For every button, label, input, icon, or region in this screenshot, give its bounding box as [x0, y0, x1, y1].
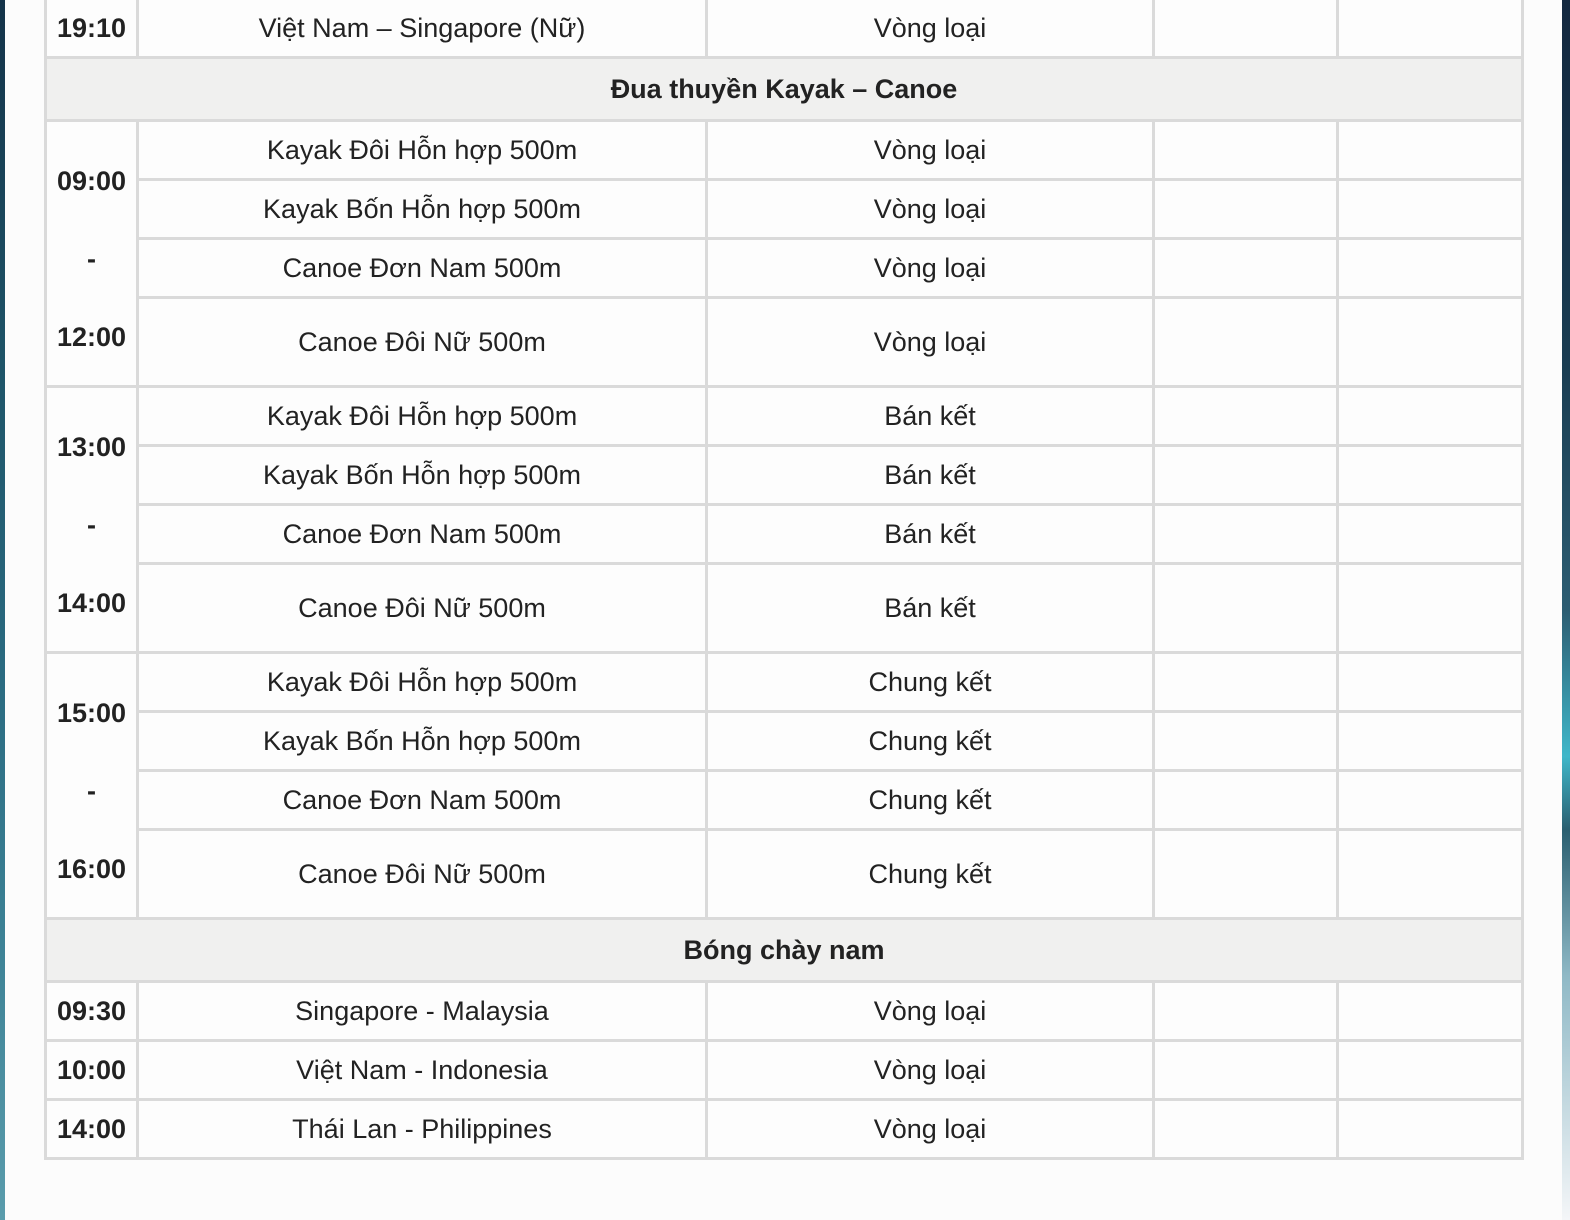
round-cell: Vòng loại	[707, 0, 1154, 58]
empty-cell	[1338, 0, 1523, 58]
empty-cell	[1338, 1041, 1523, 1100]
empty-cell	[1154, 0, 1338, 58]
round-cell: Vòng loại	[707, 982, 1154, 1041]
empty-cell	[1154, 446, 1338, 505]
table-row	[46, 982, 1523, 1041]
round-cell: Bán kết	[707, 446, 1154, 505]
empty-cell	[1154, 239, 1338, 298]
round-cell: Chung kết	[707, 830, 1154, 919]
empty-cell	[1338, 830, 1523, 919]
event-cell: Kayak Bốn Hỗn hợp 500m	[138, 180, 707, 239]
round-cell: Vòng loại	[707, 298, 1154, 387]
event-cell: Singapore - Malaysia	[138, 982, 707, 1041]
table-row	[46, 180, 1523, 239]
empty-cell	[1154, 180, 1338, 239]
time-end: 12:00	[56, 322, 127, 352]
section-header-row	[46, 919, 1523, 982]
event-cell: Kayak Đôi Hỗn hợp 500m	[138, 387, 707, 446]
empty-cell	[1154, 712, 1338, 771]
empty-cell	[1338, 298, 1523, 387]
table-row	[46, 771, 1523, 830]
round-cell: Bán kết	[707, 505, 1154, 564]
empty-cell	[1338, 180, 1523, 239]
table-row	[46, 387, 1523, 446]
empty-cell	[1338, 653, 1523, 712]
empty-cell	[1338, 505, 1523, 564]
time-range-cell	[46, 121, 138, 387]
section-title: Bóng chày nam	[46, 919, 1523, 982]
round-cell: Chung kết	[707, 771, 1154, 830]
round-cell: Vòng loại	[707, 1041, 1154, 1100]
round-cell: Chung kết	[707, 653, 1154, 712]
time-start: 13:00	[56, 432, 127, 462]
time-end: 14:00	[56, 588, 127, 618]
empty-cell	[1338, 387, 1523, 446]
empty-cell	[1154, 505, 1338, 564]
time-range-cell	[46, 653, 138, 919]
time-separator: -	[87, 510, 96, 540]
table-row	[46, 0, 1523, 58]
empty-cell	[1154, 1100, 1338, 1159]
event-cell: Canoe Đôi Nữ 500m	[138, 298, 707, 387]
round-cell: Chung kết	[707, 712, 1154, 771]
table-row	[46, 298, 1523, 387]
empty-cell	[1338, 239, 1523, 298]
round-cell: Vòng loại	[707, 239, 1154, 298]
time-separator: -	[87, 776, 96, 806]
event-cell: Canoe Đơn Nam 500m	[138, 505, 707, 564]
empty-cell	[1154, 653, 1338, 712]
table-row	[46, 121, 1523, 180]
event-cell: Kayak Bốn Hỗn hợp 500m	[138, 712, 707, 771]
article-content	[5, 0, 1562, 1220]
time-cell: 09:30	[46, 982, 138, 1041]
empty-cell	[1338, 564, 1523, 653]
time-start: 15:00	[56, 698, 127, 728]
event-cell: Canoe Đơn Nam 500m	[138, 771, 707, 830]
competition-schedule-table	[44, 0, 1524, 1160]
table-row	[46, 830, 1523, 919]
table-row	[46, 564, 1523, 653]
empty-cell	[1154, 1041, 1338, 1100]
event-cell: Thái Lan - Philippines	[138, 1100, 707, 1159]
event-cell: Việt Nam – Singapore (Nữ)	[138, 0, 707, 58]
empty-cell	[1154, 830, 1338, 919]
table-row	[46, 653, 1523, 712]
empty-cell	[1154, 121, 1338, 180]
time-cell: 10:00	[46, 1041, 138, 1100]
section-title: Đua thuyền Kayak – Canoe	[46, 58, 1523, 121]
event-cell: Việt Nam - Indonesia	[138, 1041, 707, 1100]
round-cell: Vòng loại	[707, 121, 1154, 180]
time-separator: -	[87, 244, 96, 274]
table-row	[46, 1100, 1523, 1159]
event-cell: Kayak Đôi Hỗn hợp 500m	[138, 121, 707, 180]
event-cell: Kayak Đôi Hỗn hợp 500m	[138, 653, 707, 712]
empty-cell	[1154, 771, 1338, 830]
table-row	[46, 446, 1523, 505]
empty-cell	[1338, 771, 1523, 830]
event-cell: Canoe Đôi Nữ 500m	[138, 564, 707, 653]
section-header-row	[46, 58, 1523, 121]
page-background-right	[1562, 0, 1570, 1220]
empty-cell	[1154, 387, 1338, 446]
table-row	[46, 1041, 1523, 1100]
empty-cell	[1154, 564, 1338, 653]
round-cell: Vòng loại	[707, 1100, 1154, 1159]
empty-cell	[1154, 982, 1338, 1041]
time-cell: 14:00	[46, 1100, 138, 1159]
empty-cell	[1338, 712, 1523, 771]
round-cell: Bán kết	[707, 387, 1154, 446]
time-start: 09:00	[56, 166, 127, 196]
empty-cell	[1338, 1100, 1523, 1159]
table-row	[46, 505, 1523, 564]
table-row	[46, 712, 1523, 771]
empty-cell	[1338, 446, 1523, 505]
event-cell: Canoe Đôi Nữ 500m	[138, 830, 707, 919]
round-cell: Bán kết	[707, 564, 1154, 653]
time-cell: 19:10	[46, 0, 138, 58]
time-range-cell	[46, 387, 138, 653]
empty-cell	[1154, 298, 1338, 387]
table-row	[46, 239, 1523, 298]
empty-cell	[1338, 121, 1523, 180]
time-end: 16:00	[56, 854, 127, 884]
event-cell: Kayak Bốn Hỗn hợp 500m	[138, 446, 707, 505]
round-cell: Vòng loại	[707, 180, 1154, 239]
event-cell: Canoe Đơn Nam 500m	[138, 239, 707, 298]
empty-cell	[1338, 982, 1523, 1041]
